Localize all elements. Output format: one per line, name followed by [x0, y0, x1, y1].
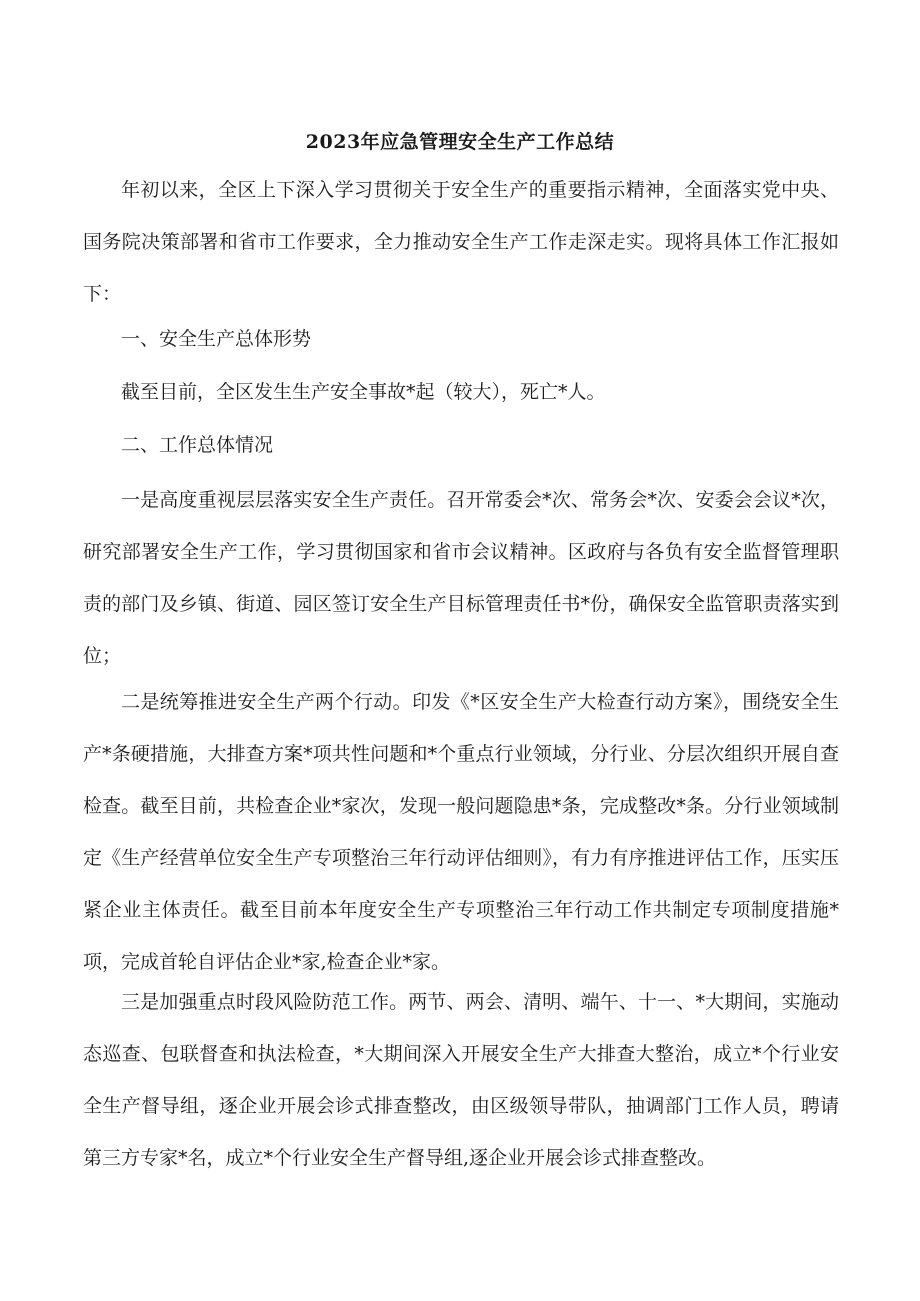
section-1-paragraph: 截至目前，全区发生生产安全事故*起（较大），死亡*人。	[121, 381, 606, 403]
section-1-heading: 一、安全生产总体形势	[121, 328, 312, 350]
document-title: 2023年应急管理安全生产工作总结	[305, 131, 615, 153]
intro-paragraph: 年初以来，全区上下深入学习贯彻关于安全生产的重要指示精神，全面落实党中央、国务院决策部署和省市工作要求，全力推动安全生产工作走深走实。现将具体工作汇报如下：	[83, 179, 839, 305]
item-2-paragraph: 二是统筹推进安全生产两个行动。印发《*区安全生产大检查行动方案》，围绕安全生产*条硬措施，大排查方案*项共性问题和*个重点行业领域，分行业、分层次组织开展自查检查。截至目前，共检查企业*家次，发现一般问题隐患*条，完成整改*条。分行业领域制定《生产经营单位安全生产专项整治三年行动评估细则》，有力有序推进评估工作，压实压紧企业主体责任。截至目前本年度安全生产专项整治三年行动工作共制定专项制度措施*项，完成首轮自评估企业*家,检查企业*家。	[83, 691, 839, 973]
item-3-paragraph: 三是加强重点时段风险防范工作。两节、两会、清明、端午、十一、*大期间，实施动态巡查、包联督查和执法检查，*大期间深入开展安全生产大排查大整治，成立*个行业安全生产督导组，逐企业开展会诊式排查整改，由区级领导带队，抽调部门工作人员，聘请第三方专家*名，成立*个行业安全生产督导组,逐企业开展会诊式排查整改。	[83, 991, 839, 1169]
item-1-paragraph: 一是高度重视层层落实安全生产责任。召开常委会*次、常务会*次、安委会会议*次，研究部署安全生产工作，学习贯彻国家和省市会议精神。区政府与各负有安全监督管理职责的部门及乡镇、街道、园区签订安全生产目标管理责任书*份，确保安全监管职责落实到位；	[83, 489, 839, 667]
section-2-heading: 二、工作总体情况	[121, 434, 274, 456]
